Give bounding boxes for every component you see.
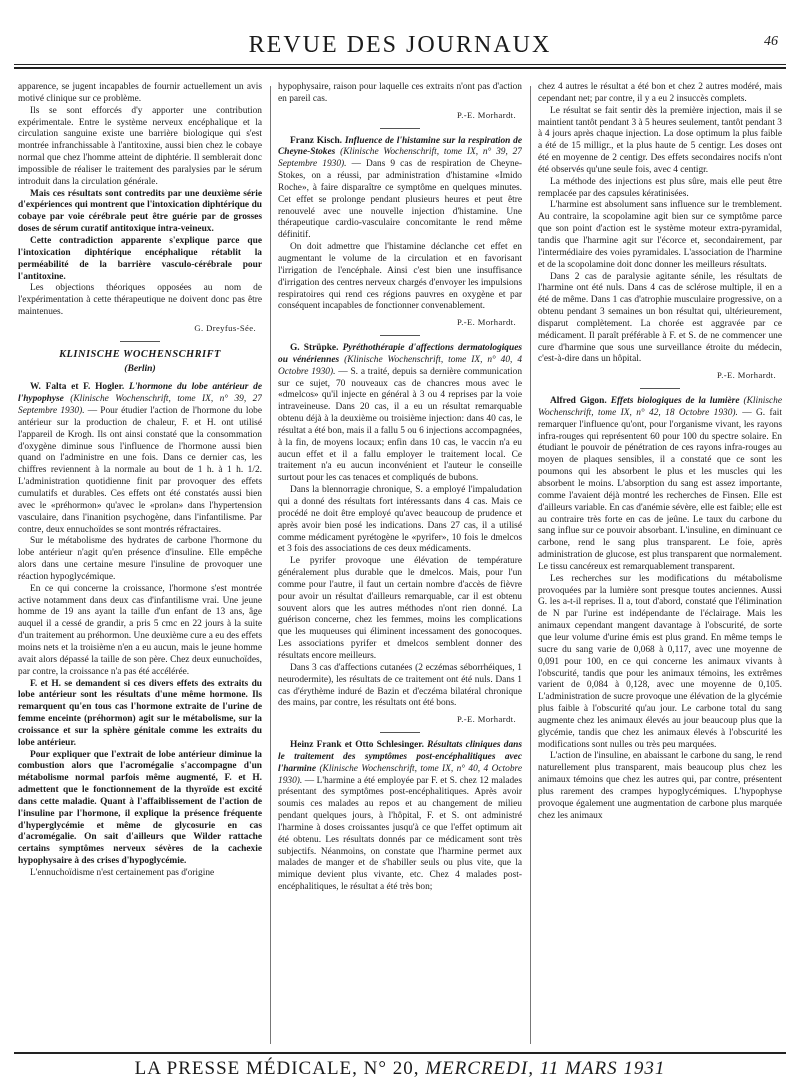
- article-heading: [278, 343, 522, 485]
- paragraph: — S. a traité, depuis sa dernière communication sur ce sujet, 70 nouveaux cas de chancres mous avec le «dmelcos» qu'il injecte en général à 3 ou 4 reprises par la voie intraveineuse. Dans 20 cas, il a eu un résultat remarquable obtenu déjà à la deuxième ou troisième injection: dans 40 cas, le résultat a été bon, mais il a fallu 5 ou 6 injections accompagnées, à la fin, de moyens locaux; enfin dans 10 cas, le vaccin n'a eu aucun effet et il a fallu employer le traitement local. Ce traitement n'a eu aucun inconvénient et l'auteur le conseille surtout pour les cas tenaces et compliqués de bubons.: [278, 366, 522, 484]
- paragraph: Dans 3 cas d'affections cutanées (2 eczémas séborrhéiques, 1 neurodermite), les résultats de ce traitement ont été nuls. Dans 1 cas d'érythème induré de Bazin et d'eczéma bilatéral chronique des mains, par contre, les résultats ont été bons.: [278, 662, 522, 709]
- article-authors: Franz Kisch.: [290, 135, 343, 146]
- footer-text: [14, 1058, 786, 1080]
- bold-text: F. et H. se demandent si ces divers effets des extraits du lobe antérieur sont les résultats d'une même hormone. Ils remarquent qu'en tous cas l'hormone extraite de l'urine de femme enceinte (préhormon) agit sur le métabolisme, sur la croissance et sur la sphère génitale comme les extraits du lobe antérieur.: [18, 678, 262, 748]
- paragraph: Sur le métabolisme des hydrates de carbone l'hormone du lobe antérieur n'agit qu'en présence d'insuline. Elle empêche alors dans une certaine mesure l'insuline de provoquer une réaction hypoglycémique.: [18, 536, 262, 582]
- article-title: Effets biologiques de la lumière: [610, 396, 740, 407]
- paragraph: L'action de l'insuline, en abaissant le carbone du sang, le rend naturellement plus transparent, mais beaucoup plus chez les animaux témoins que chez les autres qui, par contre, présentent plus rarement des crampes hypoglycémiques. L'hypophyse provoque également une augmentation de carbone plus marquée chez les animaux: [538, 751, 782, 821]
- paragraph: L'harmine est absolument sans influence sur le tremblement. Au contraire, la scopolamine agit bien sur ce symptôme parce que son point d'action est le système moteur extra-pyramidal, tandis que l'harmine agit sur l'écorce et, secondairement, par l'intermédiaire des voies pyramidales. L'association de l'harmine et de la scopolamine doit donc donner les meilleurs résultats.: [538, 200, 782, 270]
- paragraph: Dans 2 cas de paralysie agitante sénile, les résultats de l'harmine ont été nuls. Dans 4 cas de sclérose multiple, il en a été de même. Dans 1 cas d'atrophie musculaire progressive, on a obtenu pendant 3 semaines un bon résultat qui, ultérieurement, disparut complètement. La chorée est aggravée par ce médicament. Il paraît préférable à F. et S. de ne commencer une cure d'harmine que sous une surveillance étroite du médecin, c'est-à-dire dans un hôpital.: [538, 271, 782, 365]
- author-signature: P.-E. Morhardt.: [457, 714, 516, 725]
- text-columns: [18, 82, 784, 1050]
- column-1: [18, 82, 262, 1050]
- paragraph: [18, 750, 262, 868]
- article-authors: Heinz Frank et Otto Schlesinger.: [290, 740, 424, 751]
- author-signature: P.-E. Morhardt.: [457, 317, 516, 328]
- footer-rule: [14, 1052, 786, 1054]
- paragraph: apparence, se jugent incapables de fournir actuellement un avis motivé clinique sur ce problème.: [18, 82, 262, 104]
- paragraph: [18, 189, 262, 236]
- section-rule: [380, 335, 420, 336]
- author-signature: G. Dreyfus-Sée.: [194, 322, 256, 333]
- paragraph: Les recherches sur les modifications du métabolisme provoquées par la lumière sont presque toutes anciennes. Aussi G. les a-t-il reprises. Il a, tout d'abord, constaté que l'élimination de N par l'urine est indépendante de l'éclairage. Mais les animaux cependant mangent davantage à l'obscurité, de sorte que leur volume d'urine émis est plus grand. En même temps le sucre du sang varie de 0,068 à 0,117, avec une moyenne de 0,091 pour 100, en ce qui concerne les animaux vivants à l'obscurité, tandis que pour les animaux témoins, les extrêmes varient de 0,084 à 0,128, avec une moyenne de 0,105. L'administration de sucre provoque une élévation de la glycémie plus faible à l'obscurité qu'au jour. Le carbone total du sang augmente chez les animaux élevés au jour beaucoup plus que la glycémie, tandis que chez les animaux élevés à l'obscurité les modifications sont nulles ou très peu marquées.: [538, 573, 782, 750]
- paragraph: — Dans 9 cas de respiration de Cheyne-Stokes, on a réussi, par administration d'histamine «Imido Roche», à faire disparaître ce symptôme en quelques minutes. Cet effet se prolonge pendant plusieurs heures et peut être renouvelé avec une nouvelle injection d'histamine. Une thérapeutique cardio-vasculaire concomitante le rend même définitif.: [278, 159, 522, 241]
- article-heading: [278, 136, 522, 243]
- article-source: (Klinische Wochenschrift, tome IX, n° 39, 27 Septembre 1930).: [18, 394, 262, 417]
- column-2: [278, 82, 522, 1050]
- article-heading: [18, 382, 262, 536]
- footer-journal: LA PRESSE MÉDICALE, N° 20,: [134, 1058, 420, 1079]
- paragraph: Ils se sont efforcés d'y apporter une contribution expérimentale. Entre le système nerveux encéphalique et la circulation sanguine existe une barrière biologique qui s'est montrée infranchissable à l'antitoxine, aussi bien chez le cobaye normal que chez l'homme atteint de diphtérie. Il semblerait donc impossible de réaliser le traitement des paralysies par le sérum introduit dans la circulation générale.: [18, 105, 262, 187]
- article-title: Influence de l'histamine sur la respiration de Cheyne-Stokes: [278, 135, 522, 158]
- article-title: L'hormone du lobe antérieur de l'hypophyse: [18, 382, 262, 405]
- header-rule-thick: [14, 67, 786, 69]
- article-authors: W. Falta et F. Hogler.: [30, 382, 125, 393]
- column-3: [538, 82, 782, 1050]
- section-rule: [380, 732, 420, 733]
- page-footer: [14, 1052, 786, 1080]
- paragraph: [18, 236, 262, 283]
- bold-text: Pour expliquer que l'extrait de lobe antérieur diminue la combustion alors que l'acromégalie s'accompagne d'un métabolisme normal parfois même augmenté, F. et H. admettent que le fonctionnement de la thyroïde est excité dans cette maladie. Quant à l'affaiblissement de l'action de l'insuline par l'hormone, il explique la présence fréquente d'hyperglycémie et même de glycosurie en cas d'acromégalie. On sait d'ailleurs que Wilder rattache certains symptômes nerveux sévères de la cachexie hypophysaire à des crises d'hypoglycémie.: [18, 749, 262, 867]
- header-rule: [14, 64, 786, 65]
- column-divider: [530, 86, 531, 1044]
- page-header: [14, 28, 786, 68]
- section-rule: [380, 128, 420, 129]
- section-rule: [640, 388, 680, 389]
- author-signature: P.-E. Morhardt.: [717, 370, 776, 381]
- bold-text: Cette contradiction apparente s'explique parce que l'intoxication diphtérique encéphalique rétablit la perméabilité de la barrière vasculo-cérébrale pour l'antitoxine.: [18, 235, 262, 282]
- page-number: 46: [764, 34, 778, 49]
- article-heading: [538, 396, 782, 574]
- footer-date: MERCREDI, 11 MARS 1931: [425, 1058, 666, 1079]
- article-source: (Klinische Wochenschrift, tome IX, n° 42, 18 Octobre 1930).: [538, 396, 782, 418]
- paragraph: En ce qui concerne la croissance, l'hormone s'est montrée active notamment dans deux cas d'infantilisme vrai. Une jeune homme de 19 ans ayant la taille d'un enfant de 13 ans, âge auquel il a cessé de grandir, a pris 5 cmc en 22 jours à la suite d'un traitement au préhormon. Une deuxième cure a eu des effets moins nets et la troisième n'en a eu aucun, mais le jeune homme avait alors dépassé la taille de son père. Chez deux eunuchoïdes, par contre, la croissance n'a pas été accélérée.: [18, 583, 262, 677]
- article-heading: [278, 740, 522, 894]
- paragraph: chez 4 autres le résultat a été bon et chez 2 autres modéré, mais cependant net; par contre, il y a eu 2 insuccès complets.: [538, 82, 782, 104]
- paragraph: Le pyrifer provoque une élévation de température généralement plus durable que le dmelcos. Mais, pour l'un comme pour l'autre, il faut un certain nombre d'accès de fièvre pour avoir un résultat d'ailleurs remarquable, car il est obtenu souvent alors que les autres méthodes n'ont rien donné. La guérison concerne, chez les femmes, moins les complications que les muqueuses qui éliminent incessament des gonocoques. Les associations pyrifer et dmelcos semblent donner des résultats encore meilleurs.: [278, 556, 522, 661]
- article-source: (Klinische Wochenschrift, tome IX, n° 40, 4 Octobre 1930).: [278, 354, 522, 377]
- article-title: Résultats cliniques dans le traitement des symptômes post-encéphalitiques avec l'harmine: [278, 740, 522, 774]
- article-source: (Klinische Wochenschrift, tome IX, n° 39, 27 Septembre 1930).: [278, 147, 522, 170]
- paragraph: Le résultat se fait sentir dès la première injection, mais il se maintient tantôt pendant 3 à 5 heures seulement, tantôt pendant 3 à 4 jours après chaque injection. La dose optimum la plus faible a été de 15 milligr., et la plus haute de 5 centigr. Les doses ont été en moyenne de 2 centigr. Des effets secondaires nocifs n'ont été observés qu'une seule fois, avec 4 centigr.: [538, 105, 782, 175]
- bold-text: Mais ces résultats sont contredits par une deuxième série d'expériences qui montrent que l'intoxication diphtérique du cobaye par voie cérébrale peut être guérie par de grosses doses de sérum curatif antitoxique intra-veineux.: [18, 188, 262, 235]
- paragraph: — G. fait remarquer l'influence qu'ont, pour l'organisme vivant, les rayons infra-rouges qui représentent 60 pour 100 du spectre solaire. En étudiant le pouvoir de pénétration de ces rayons infra-rouges au moyen de plaques sensibles, il a constaté que ce sont les poumons qui les absorbent le plus et les muscles qui les absorbent le moins. L'absorption du sang est assez importante, comme l'avaient déjà montré les recherches de Finsen. Elle est d'ailleurs variable. En cas d'anémie sévère, elle est faible; elle est au contraire très forte en cas de jeûne. Le taux du carbone du sang influe sur ce pouvoir absorbant. L'insuline, en diminuant ce carbone, rend le sang plus transparent. Le foie, après administration de glucose, est plus transparent que normalement. Le tissu cancéreux est remarquablement transparent.: [538, 407, 782, 572]
- paragraph: On doit admettre que l'histamine déclanche cet effet en augmentant le volume de la circulation et en favorisant l'irrigation de l'encéphale. Ainsi c'est bien une insuffisance d'irrigation des centres nerveux chargés d'envoyer les impulsions respiratoires qui rend ces régions pauvres en oxygène et par conséquent incapables de fonctionner convenablement.: [278, 242, 522, 312]
- paragraph: hypophysaire, raison pour laquelle ces extraits n'ont pas d'action en pareil cas.: [278, 82, 522, 104]
- author-signature: P.-E. Morhardt.: [457, 109, 516, 120]
- article-authors: G. Strüpke.: [290, 343, 339, 354]
- paragraph: L'ennuchoïdisme n'est certainement pas d'origine: [30, 868, 215, 878]
- article-authors: Alfred Gigon.: [550, 396, 607, 407]
- paragraph: La méthode des injections est plus sûre, mais elle peut être remplacée par des capsules kératinisées.: [538, 176, 782, 199]
- journal-heading: KLINISCHE WOCHENSCHRIFT: [59, 348, 221, 360]
- paragraph: Dans la blennorragie chronique, S. a employé l'impaludation qui a donné des résultats fort intéressants dans 4 cas. Mais ce procédé ne doit être employé qu'avec beaucoup de prudence et après avoir bien posé les indications. Dans 27 cas, il a utilisé comme médicament pyrétogène le «pyrifer», 10 fois le dmelcos et 3 fois des associations de ces deux médicaments.: [278, 485, 522, 555]
- paragraph: — L'harmine a été employée par F. et S. chez 12 malades présentant des symptômes post-encéphalitiques. Après avoir soumis ces malades au repos et au changement de milieu pendant quelques jours, à l'hôpital, F. et S. ont administré l'harmine à doses croissantes jusqu'à ce que l'effet optimum ait été obtenu. Les résultats donnés par ce médicament sont très subjectifs. Néanmoins, on constate que l'harmine permet aux malades de manger et de s'habiller seuls ou plus vite, que la mimique devient plus vivante, etc. Chez 4 malades post-encéphalitiques, le résultat a été très bon;: [278, 775, 522, 893]
- section-rule: [120, 341, 160, 342]
- article-source: (Klinische Wochenschrift, tome IX, n° 40, 4 Octobre 1930).: [278, 763, 522, 786]
- running-title: REVUE DES JOURNAUX: [248, 32, 552, 58]
- article-title: Pyréthothérapie d'affections dermatologiques ou vénériennes: [278, 343, 522, 365]
- paragraph: — Pour étudier l'action de l'hormone du lobe antérieur sur la production de chaleur, F. et H. ont utilisé l'appareil de Krogh. Ils ont ainsi constaté que la consommation d'oxygène diminue sous l'influence de l'hormone aussi bien quand on l'administre en une fois. Dans ce dernier cas, les chiffres reviennent à la normale au bout de 1 h. à 1 h. 1/2. L'administration quotidienne finit par provoquer des effets cumulatifs et durables. Ces effets ont été constatés aussi bien avec le «préhormon» qu'avec le «prolan» dans l'hypertension vasculaire, dans l'inanition psychogène, dans l'infantilisme. Par contre, deux ennuchoïdes se sont montrés réfractaires.: [18, 406, 262, 535]
- column-divider: [270, 86, 271, 1044]
- journal-city: (Berlin): [124, 362, 156, 374]
- paragraph: [18, 679, 262, 750]
- paragraph: Les objections théoriques opposées au nom de l'expérimentation à cette thérapeutique ne doivent donc pas être maintenues.: [18, 283, 262, 318]
